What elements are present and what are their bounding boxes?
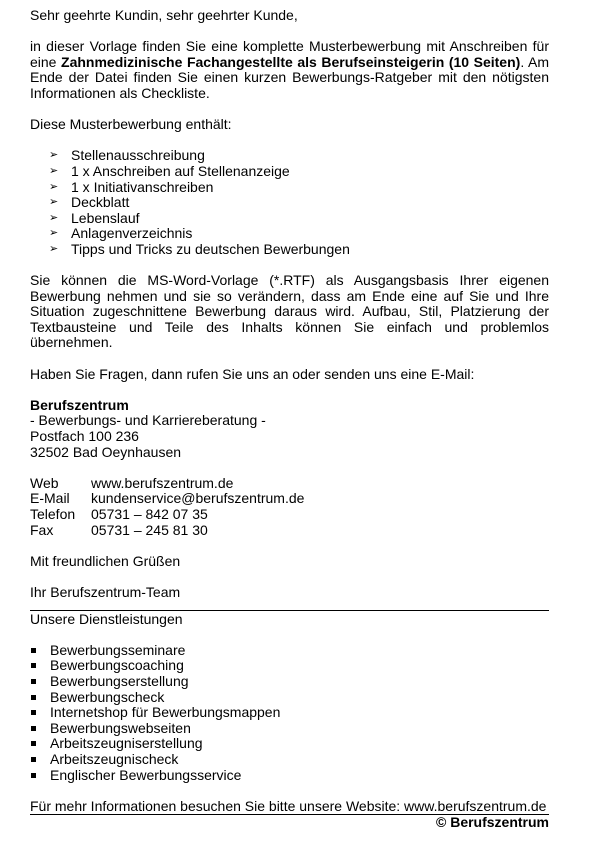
services-item <box>30 721 549 737</box>
contents-item <box>49 242 549 258</box>
contents-item <box>49 164 549 180</box>
contact-row-web <box>30 476 549 492</box>
document-page <box>30 8 549 831</box>
company-city: 32502 Bad Oeynhausen <box>30 443 182 460</box>
services-item-label: Bewerbungscheck <box>50 688 165 705</box>
services-item <box>30 658 549 674</box>
contact-label: Telefon <box>30 506 76 522</box>
services-heading: Unsere Dienstleistungen <box>30 610 183 627</box>
services-item-label: Englischer Bewerbungsservice <box>50 766 242 783</box>
services-item <box>30 768 549 784</box>
services-item <box>30 752 549 768</box>
contact-email-link[interactable]: kundenservice@berufszentrum.de <box>91 490 305 507</box>
services-item-label: Arbeitszeugnischeck <box>50 750 179 767</box>
services-item-label: Internetshop für Bewerbungsmappen <box>50 704 281 721</box>
intro-paragraph <box>30 39 549 101</box>
services-item <box>30 643 549 659</box>
intro-job-title: Zahnmedizinische Fachangestellte als Berufseinsteigerin (10 Seiten) <box>61 53 521 70</box>
contents-heading: Diese Musterbewerbung enthält: <box>30 116 232 133</box>
copyright: © Berufszentrum <box>436 814 549 831</box>
services-item-label: Bewerbungsseminare <box>50 641 186 658</box>
intro-text-start: in dieser Vorlage finden Sie eine komplette Musterbewerbung mit Anschreiben für eine <box>30 38 549 70</box>
arrowhead-bullet-icon: ➢ <box>49 149 59 162</box>
company-tagline: - Bewerbungs- und Karriereberatung - <box>30 412 266 429</box>
square-bullet-icon <box>31 773 36 778</box>
services-item <box>30 674 549 690</box>
arrowhead-bullet-icon: ➢ <box>49 211 59 224</box>
square-bullet-icon <box>31 710 36 715</box>
arrowhead-bullet-icon: ➢ <box>49 180 59 193</box>
services-item-label: Bewerbungscoaching <box>50 657 184 674</box>
contents-item-label: 1 x Anschreiben auf Stellenanzeige <box>71 162 290 179</box>
contact-web-link[interactable]: www.berufszentrum.de <box>91 474 234 491</box>
contents-item-label: 1 x Initiativanschreiben <box>71 178 214 195</box>
contents-list <box>30 148 549 257</box>
contact-label: E-Mail <box>30 490 70 507</box>
contents-item-label: Tipps und Tricks zu deutschen Bewerbungen <box>71 240 350 257</box>
square-bullet-icon <box>31 741 36 746</box>
contents-item <box>49 180 549 196</box>
company-address <box>30 398 549 460</box>
company-street: Postfach 100 236 <box>30 428 139 445</box>
contact-label: Fax <box>30 521 54 538</box>
contents-item-label: Anlagenverzeichnis <box>71 225 193 242</box>
questions-paragraph: Haben Sie Fragen, dann rufen Sie uns an oder senden uns eine E-Mail: <box>30 365 475 382</box>
contact-label: Web <box>30 474 59 491</box>
arrowhead-bullet-icon: ➢ <box>49 196 59 209</box>
greeting: Sehr geehrte Kundin, sehr geehrter Kunde, <box>30 7 298 23</box>
contact-table <box>30 476 549 538</box>
contents-item <box>49 211 549 227</box>
square-bullet-icon <box>31 726 36 731</box>
intro-text-end: . Am Ende der Datei finden Sie einen kurzen Bewerbungs-Ratgeber mit den nötigsten Informationen als Checkliste. <box>30 53 549 101</box>
services-item-label: Arbeitszeugniserstellung <box>50 735 203 752</box>
arrowhead-bullet-icon: ➢ <box>49 164 59 177</box>
square-bullet-icon <box>31 695 36 700</box>
contact-phone-value: 05731 – 842 07 35 <box>91 506 208 522</box>
contents-item-label: Lebenslauf <box>71 209 140 226</box>
contact-fax-value: 05731 – 245 81 30 <box>91 521 208 538</box>
square-bullet-icon <box>31 648 36 653</box>
contents-item <box>49 148 549 164</box>
contact-row-email <box>30 491 549 507</box>
square-bullet-icon <box>31 679 36 684</box>
contents-item <box>49 195 549 211</box>
closing: Mit freundlichen Grüßen <box>30 552 181 569</box>
contact-row-phone <box>30 507 549 523</box>
services-item <box>30 705 549 721</box>
services-item-label: Bewerbungswebseiten <box>50 719 191 736</box>
signature: Ihr Berufszentrum-Team <box>30 583 181 600</box>
company-name: Berufszentrum <box>30 396 129 413</box>
contents-item <box>49 226 549 242</box>
services-list <box>30 643 549 783</box>
services-item-label: Bewerbungserstellung <box>50 672 189 689</box>
square-bullet-icon <box>31 757 36 762</box>
services-item <box>30 690 549 706</box>
footer-info: Für mehr Informationen besuchen Sie bitte unsere Website: www.berufszentrum.de <box>30 797 547 814</box>
contents-item-label: Deckblatt <box>71 194 130 211</box>
arrowhead-bullet-icon: ➢ <box>49 242 59 255</box>
square-bullet-icon <box>31 663 36 668</box>
services-item <box>30 736 549 752</box>
contact-row-fax <box>30 523 549 539</box>
usage-paragraph: Sie können die MS-Word-Vorlage (*.RTF) als Ausgangsbasis Ihrer eigenen Bewerbung nehmen und sie so verändern, dass am Ende eine auf Sie und Ihre Situation zugeschnittene Bewerbung daraus wird. Aufbau, Stil, Platzierung der Textbausteine und Teile des Inhalts können Sie einfach und problemlos übernehmen. <box>30 272 549 351</box>
arrowhead-bullet-icon: ➢ <box>49 227 59 240</box>
contents-item-label: Stellenausschreibung <box>71 147 205 164</box>
